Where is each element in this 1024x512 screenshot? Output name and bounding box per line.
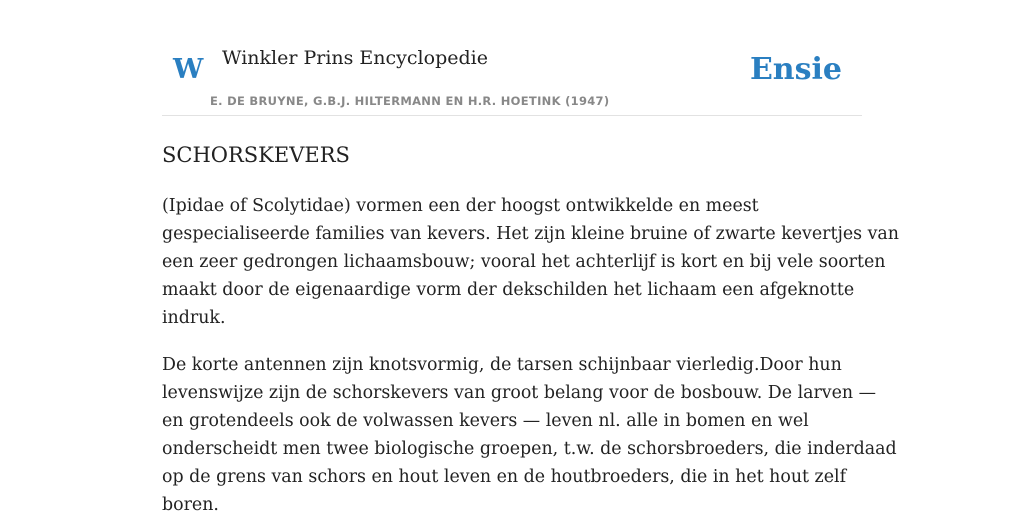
authors-byline: E. DE BRUYNE, G.B.J. HILTERMANN EN H.R. HOETINK (1947): [210, 94, 610, 108]
paragraph-line: onderscheidt men twee biologische groepen, t.w. de schorsbroeders, die inderdaad: [162, 439, 897, 459]
paragraph-line: een zeer gedrongen lichaamsbouw; vooral het achterlijf is kort en bij vele soorten: [162, 252, 886, 272]
paragraph-line: indruk.: [162, 308, 226, 328]
paragraph-line: gespecialiseerde families van kevers. Het zijn kleine bruine of zwarte kevertjes van: [162, 224, 899, 244]
entry-paragraph-2: [162, 351, 897, 512]
paragraph-line: (Ipidae of Scolytidae) vormen een der hoogst ontwikkelde en meest: [162, 196, 759, 216]
paragraph-line: levenswijze zijn de schorskevers van groot belang voor de bosbouw. De larven —: [162, 383, 877, 403]
paragraph-line: maakt door de eigenaardige vorm der dekschilden het lichaam een afgeknotte: [162, 280, 855, 300]
header-divider: [162, 115, 862, 116]
site-title[interactable]: Winkler Prins Encyclopedie: [222, 47, 488, 69]
paragraph-line: en grotendeels ook de volwassen kevers — leven nl. alle in bomen en wel: [162, 411, 809, 431]
paragraph-line: boren.: [162, 495, 219, 512]
ensie-logo[interactable]: Ensie: [749, 52, 842, 87]
entry-paragraph-1: [162, 192, 899, 332]
winkler-prins-logo[interactable]: W: [173, 54, 204, 85]
paragraph-line: op de grens van schors en hout leven en de houtbroeders, die in het hout zelf: [162, 467, 847, 487]
paragraph-line: De korte antennen zijn knotsvormig, de tarsen schijnbaar vierledig.Door hun: [162, 355, 842, 375]
entry-title: SCHORSKEVERS: [162, 143, 350, 167]
